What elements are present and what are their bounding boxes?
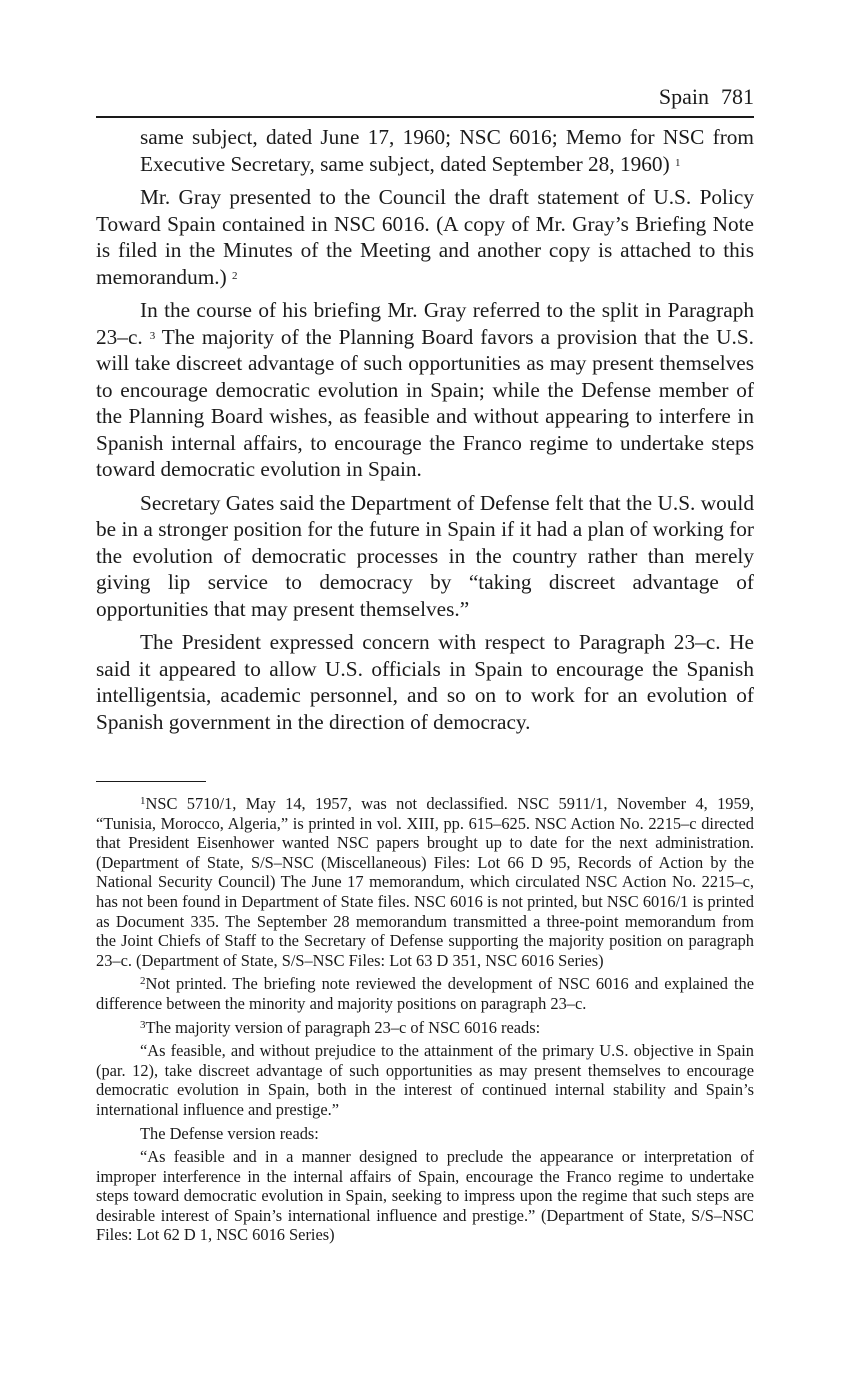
- footnote-marker-1: 1: [675, 156, 681, 169]
- footnote-text: The Defense version reads:: [140, 1123, 319, 1143]
- paragraph: The President expressed concern with respect to Paragraph 23–c. He said it appeared to allow U.S. officials in Spain to encourage the Spanish intelligentsia, academic personnel, and so on to work for an evolution of Spanish government in the direction of democracy.: [96, 630, 754, 734]
- footnote-divider: [96, 781, 206, 782]
- paragraph: Secretary Gates said the Department of Defense felt that the U.S. would be in a stronger position for the future in Spain if it had a plan of working for the evolution of democratic processes in the country rather than merely giving lip service to democracy by “taking discreet advantage of opportunities that may present themselves.”: [96, 490, 754, 621]
- document-page: [96, 84, 754, 1245]
- footnote-3: $^3$The majority version of paragraph 23–c of NSC 6016 reads:: [140, 1017, 541, 1037]
- footnote-2: $^2$Not printed. The briefing note reviewed the development of NSC 6016 and explained the difference between the minority and majority positions on paragraph 23–c.: [96, 974, 754, 1013]
- page-number: 781: [721, 84, 754, 109]
- body-text: [96, 124, 754, 735]
- running-header: [96, 84, 754, 118]
- footnote-marker-3: 3: [149, 329, 156, 342]
- footnotes: [96, 794, 754, 1245]
- paragraph: Mr. Gray presented to the Council the draft statement of U.S. Policy Toward Spain contained in NSC 6016. (A copy of Mr. Gray’s Briefing Note is filed in the Minutes of the Meeting and another copy is attached to this memorandum.) $^2$: [96, 185, 754, 289]
- footnote-quote-majority: “As feasible, and without prejudice to the attainment of the primary U.S. objective in Spain (par. 12), take discreet advantage of such opportunities as may present themselves to encourage democratic evolution in Spain, both in the interest of continued internal stability and Spain’s international influence and prestige.”: [96, 1041, 754, 1119]
- footnote-quote-defense: “As feasible and in a manner designed to preclude the appearance or interpretation of improper interference in the internal affairs of Spain, encourage the Franco regime to undertake steps toward democratic evolution in Spain, seeking to impress upon the regime that such steps are desirable interest of Spain’s international influence and prestige.” (Department of State, S/S–NSC Files: Lot 62 D 1, NSC 6016 Series): [96, 1147, 754, 1245]
- header-section: Spain: [658, 84, 709, 109]
- paragraph-continuation: same subject, dated June 17, 1960; NSC 6016; Memo for NSC from Executive Secretary, same subject, dated September 28, 1960) $^1$: [140, 125, 754, 176]
- footnote-marker-2: 2: [232, 269, 238, 282]
- footnote-1: $^1$NSC 5710/1, May 14, 1957, was not declassified. NSC 5911/1, November 4, 1959, “Tunisia, Morocco, Algeria,” is printed in vol. XIII, pp. 615–625. NSC Action No. 2215–c directed that President Eisenhower wanted NSC papers brought up to date for the next administration. (Department of State, S/S–NSC (Miscellaneous) Files: Lot 66 D 95, Records of Action by the National Security Council) The June 17 memorandum, which circulated NSC Action No. 2215–c, has not been found in Department of State files. NSC 6016 is not printed, but NSC 6016/1 is printed as Document 335. The September 28 memorandum transmitted a three-point memorandum from the Joint Chiefs of Staff to the Secretary of Defense supporting the majority position on paragraph 23–c. (Department of State, S/S–NSC Files: Lot 63 D 351, NSC 6016 Series): [96, 794, 754, 970]
- paragraph: In the course of his briefing Mr. Gray referred to the split in Paragraph 23–c. $^3$ The majority of the Planning Board favors a provision that the U.S. will take discreet advantage of such opportunities as may present themselves to encourage democratic evolution in Spain; while the Defense member of the Planning Board wishes, as feasible and without appearing to interfere in Spanish internal affairs, to encourage the Franco regime to undertake steps toward democratic evolution in Spain.: [96, 298, 754, 481]
